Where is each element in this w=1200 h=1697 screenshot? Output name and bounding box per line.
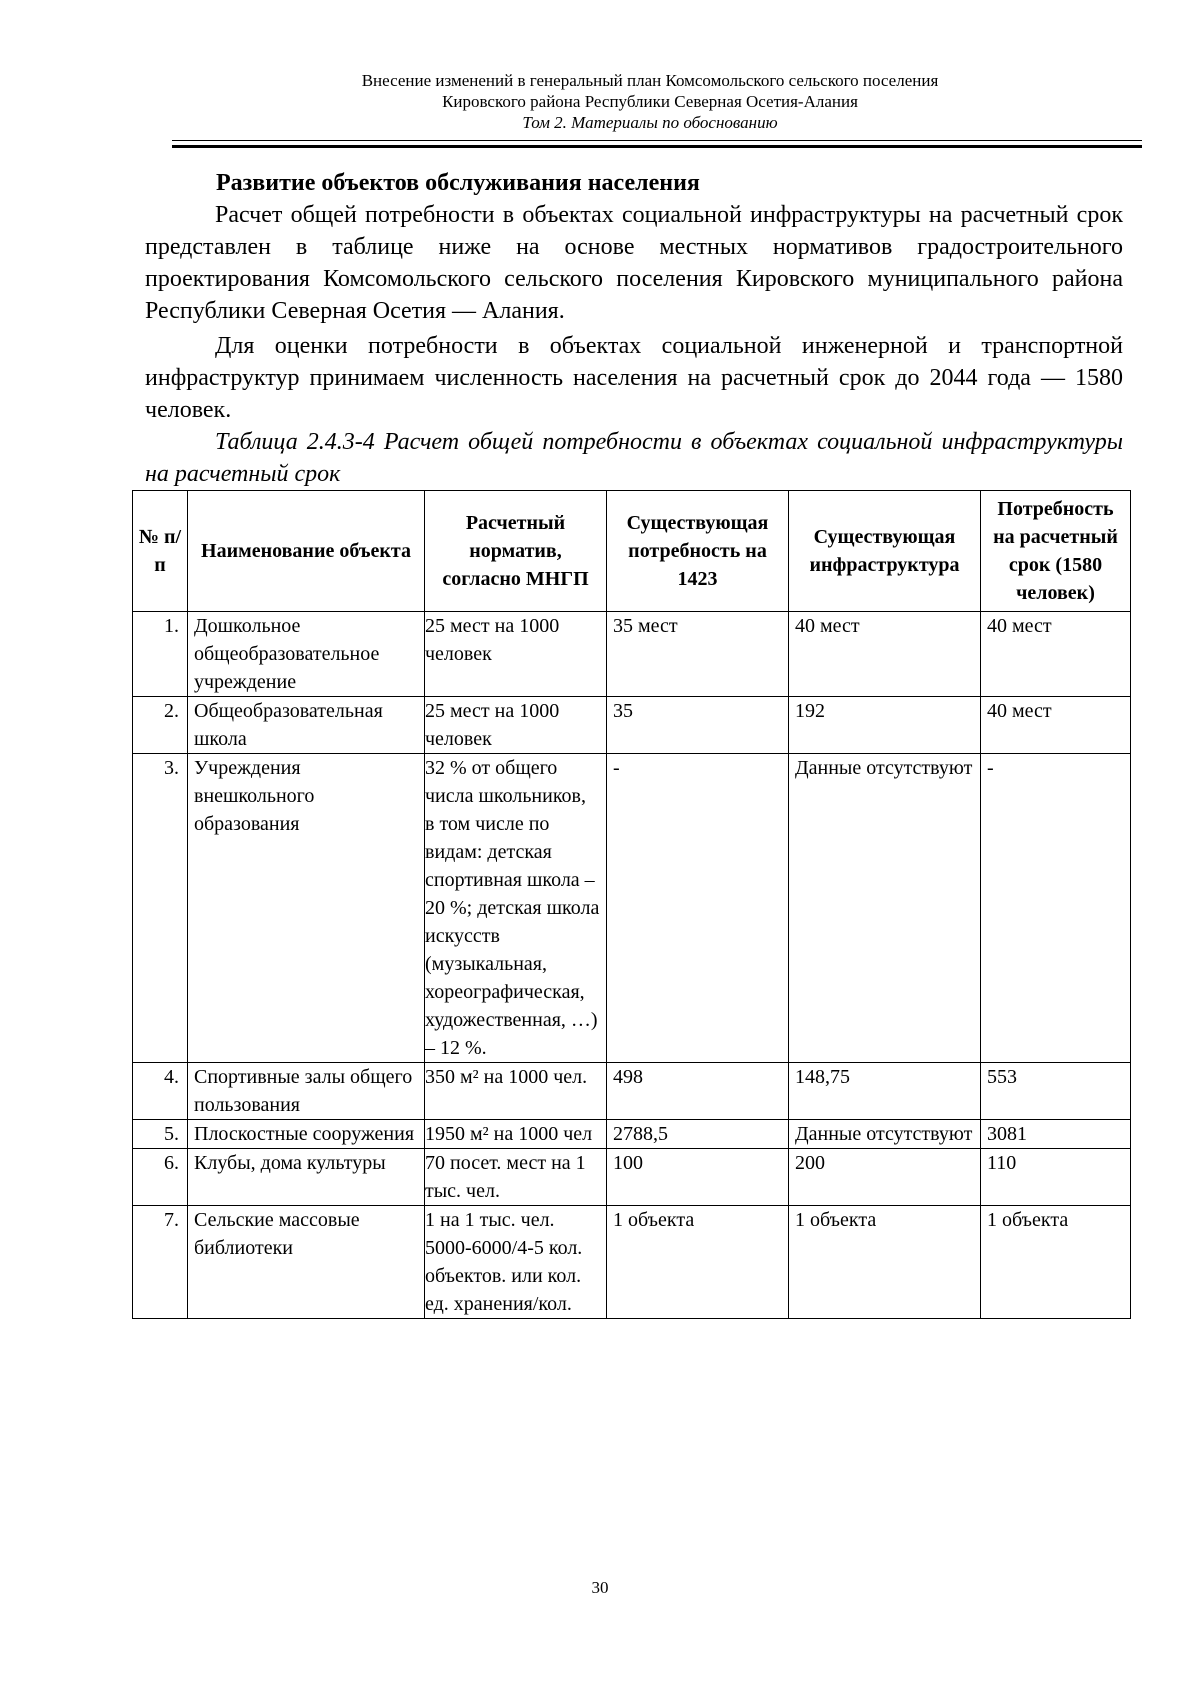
header-rule-thin	[172, 140, 1142, 141]
object-name: Клубы, дома культуры	[188, 1149, 425, 1206]
row-number: 2.	[133, 697, 188, 754]
section-title: Развитие объектов обслуживания населения	[216, 170, 700, 196]
document-header	[150, 70, 1150, 133]
norm-value: 70 посет. мест на 1 тыс. чел.	[425, 1149, 607, 1206]
existing-infrastructure: 192	[789, 697, 981, 754]
norm-value: 350 м² на 1000 чел.	[425, 1063, 607, 1120]
header-cell-existing-demand: Существующая потребность на 1423	[607, 491, 789, 612]
header-cell-future-demand: Потребность на расчетный срок (1580 человек)	[981, 491, 1131, 612]
table-row	[133, 1120, 1131, 1149]
norm-value: 25 мест на 1000 человек	[425, 697, 607, 754]
row-number: 5.	[133, 1120, 188, 1149]
table-caption-text: Таблица 2.4.3-4 Расчет общей потребности в объектах социальной инфраструктуры на расчетный срок	[145, 429, 1123, 487]
page-number: 30	[591, 1578, 609, 1597]
header-rule-thick	[172, 145, 1142, 148]
paragraph-2	[145, 330, 1123, 426]
existing-demand: 35 мест	[607, 612, 789, 697]
object-name: Общеобразовательная школа	[188, 697, 425, 754]
existing-demand: 35	[607, 697, 789, 754]
header-line-2: Кировского района Республики Северная Осетия-Алания	[442, 92, 858, 111]
table-row	[133, 1063, 1131, 1120]
table-row	[133, 1149, 1131, 1206]
row-number: 7.	[133, 1206, 188, 1319]
existing-infrastructure: 40 мест	[789, 612, 981, 697]
row-number: 3.	[133, 754, 188, 1063]
norm-value: 25 мест на 1000 человек	[425, 612, 607, 697]
future-demand: 40 мест	[981, 612, 1131, 697]
future-demand: 40 мест	[981, 697, 1131, 754]
object-name: Спортивные залы общего пользования	[188, 1063, 425, 1120]
row-number: 1.	[133, 612, 188, 697]
header-cell-number: № п/п	[133, 491, 188, 612]
object-name: Сельские массовые библиотеки	[188, 1206, 425, 1319]
table-row	[133, 697, 1131, 754]
table-header-row	[133, 491, 1131, 612]
existing-infrastructure: Данные отсутствуют	[789, 1120, 981, 1149]
future-demand: 110	[981, 1149, 1131, 1206]
row-number: 4.	[133, 1063, 188, 1120]
paragraph-1	[145, 199, 1123, 327]
existing-demand: -	[607, 754, 789, 1063]
table-caption	[145, 426, 1123, 490]
header-cell-norm: Расчетный норматив, согласно МНГП	[425, 491, 607, 612]
infrastructure-table	[132, 490, 1131, 1319]
existing-demand: 498	[607, 1063, 789, 1120]
table-row	[133, 1206, 1131, 1319]
header-line-3: Том 2. Материалы по обоснованию	[522, 113, 778, 132]
table-row	[133, 754, 1131, 1063]
future-demand: 553	[981, 1063, 1131, 1120]
norm-value: 1 на 1 тыс. чел. 5000-6000/4-5 кол. объектов. или кол. ед. хранения/кол.	[425, 1206, 607, 1319]
table-row	[133, 612, 1131, 697]
norm-value: 32 % от общего числа школьников, в том числе по видам: детская спортивная школа – 20 %; детская школа искусств (музыкальная, хореографическая, художественная, …) – 12 %.	[425, 754, 607, 1063]
future-demand: -	[981, 754, 1131, 1063]
header-cell-existing-infrastructure: Существующая инфраструктура	[789, 491, 981, 612]
header-cell-object-name: Наименование объекта	[188, 491, 425, 612]
norm-value: 1950 м² на 1000 чел	[425, 1120, 607, 1149]
object-name: Дошкольное общеобразовательное учреждение	[188, 612, 425, 697]
existing-infrastructure: 1 объекта	[789, 1206, 981, 1319]
object-name: Плоскостные сооружения	[188, 1120, 425, 1149]
existing-demand: 2788,5	[607, 1120, 789, 1149]
paragraph-2-text: Для оценки потребности в объектах социальной инженерной и транспортной инфраструктур принимаем численность населения на расчетный срок до 2044 года — 1580 человек.	[145, 333, 1123, 423]
existing-infrastructure: Данные отсутствуют	[789, 754, 981, 1063]
future-demand: 3081	[981, 1120, 1131, 1149]
header-line-1: Внесение изменений в генеральный план Комсомольского сельского поселения	[361, 71, 939, 90]
existing-demand: 100	[607, 1149, 789, 1206]
existing-demand: 1 объекта	[607, 1206, 789, 1319]
existing-infrastructure: 148,75	[789, 1063, 981, 1120]
existing-infrastructure: 200	[789, 1149, 981, 1206]
object-name: Учреждения внешкольного образования	[188, 754, 425, 1063]
future-demand: 1 объекта	[981, 1206, 1131, 1319]
row-number: 6.	[133, 1149, 188, 1206]
paragraph-1-text: Расчет общей потребности в объектах социальной инфраструктуры на расчетный срок представлен в таблице ниже на основе местных нормативов градостроительного проектирования Комсомольского сельского поселения Кировского муниципального района Республики Северная Осетия — Алания.	[145, 202, 1123, 324]
